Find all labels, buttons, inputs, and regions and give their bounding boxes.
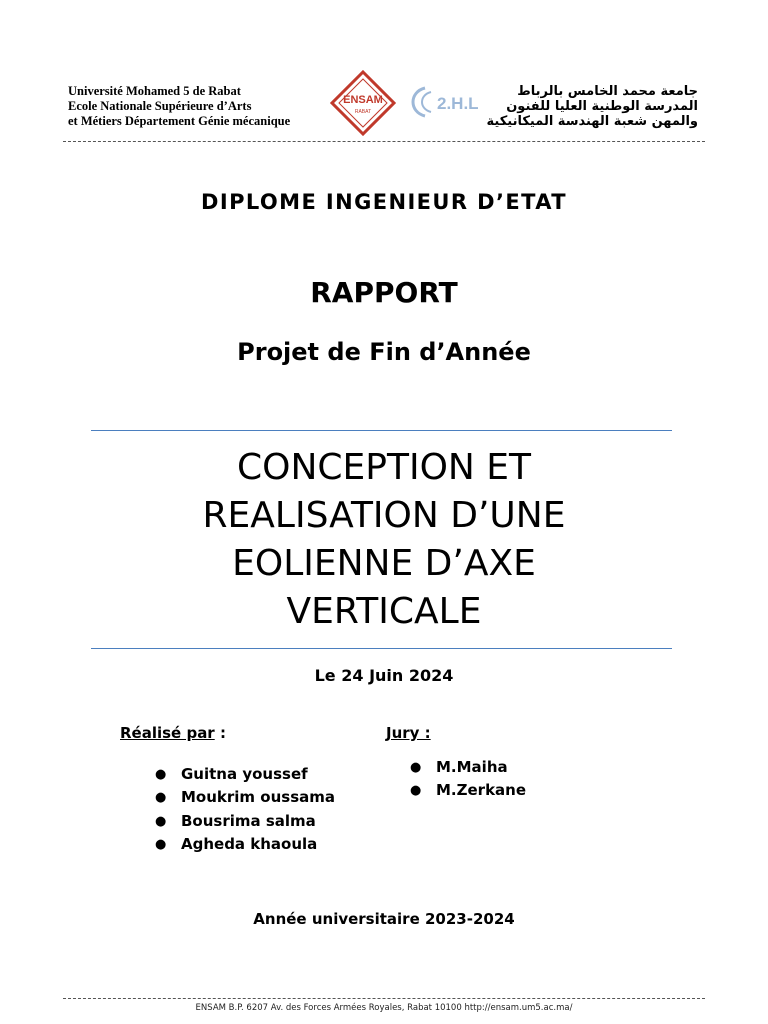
authors-list [155,763,335,856]
author-name: Agheda khaoula [181,834,318,853]
arabic-line: المدرسة الوطنية العليا للفنون [506,99,698,114]
bullet-icon: ● [155,790,167,806]
arabic-line: جامعة محمد الخامس بالرباط [517,84,698,99]
bullet-icon: ● [410,783,422,799]
arabic-line: والمهن شعبة الهندسة الميكانيكية [486,114,698,129]
title-line: CONCEPTION ET [236,447,532,488]
report-date: Le 24 Juin 2024 [314,666,454,685]
2hl-logo-text: 2.H.L [437,94,479,113]
footer-divider [63,998,705,999]
academic-year: Année universitaire 2023-2024 [253,910,515,928]
university-header [68,84,290,129]
bullet-icon: ● [155,836,167,852]
title-line: REALISATION D’UNE [202,495,566,536]
authors-label [120,724,226,742]
title-line: VERTICALE [286,591,482,632]
ensam-logo-text: ENSAM [343,94,383,106]
list-item [155,833,335,856]
jury-list [410,756,526,803]
ensam-logo [330,70,396,141]
author-name: Bousrima salma [181,811,316,830]
list-item [410,779,526,802]
ensam-logo-subtext: RABAT [354,109,372,115]
list-item [155,763,335,786]
authors-label-suffix: : [214,724,226,742]
title-rule-bottom [91,648,672,649]
authors-label-text: Réalisé par [120,724,215,742]
bullet-icon: ● [155,813,167,829]
list-item [410,756,526,779]
university-line: et Métiers Département Génie mécanique [68,114,291,128]
bullet-icon: ● [410,760,422,775]
university-line: Ecole Nationale Supérieure d’Arts [68,99,252,113]
bullet-icon: ● [155,767,167,782]
report-label: RAPPORT [310,276,458,309]
project-label: Projet de Fin d’Année [237,338,531,366]
jury-name: M.Maiha [436,758,508,776]
header-divider [63,141,705,142]
list-item [155,786,335,809]
title-line: EOLIENNE D’AXE [232,543,536,584]
main-title [0,444,768,636]
list-item [155,810,335,833]
2hl-logo [405,84,495,125]
degree-title: DIPLOME INGENIEUR D’ETAT [201,190,567,214]
arabic-header [487,84,698,129]
jury-label [386,724,431,742]
university-line: Université Mohamed 5 de Rabat [68,84,241,98]
jury-name: M.Zerkane [436,781,527,800]
author-name: Moukrim oussama [181,788,335,807]
title-rule-top [91,430,672,431]
jury-label-text: Jury : [386,724,431,742]
footer-address: ENSAM B.P. 6207 Av. des Forces Armées Royales, Rabat 10100 http://ensam.um5.ac.ma/ [195,1003,573,1013]
author-name: Guitna youssef [181,765,308,783]
